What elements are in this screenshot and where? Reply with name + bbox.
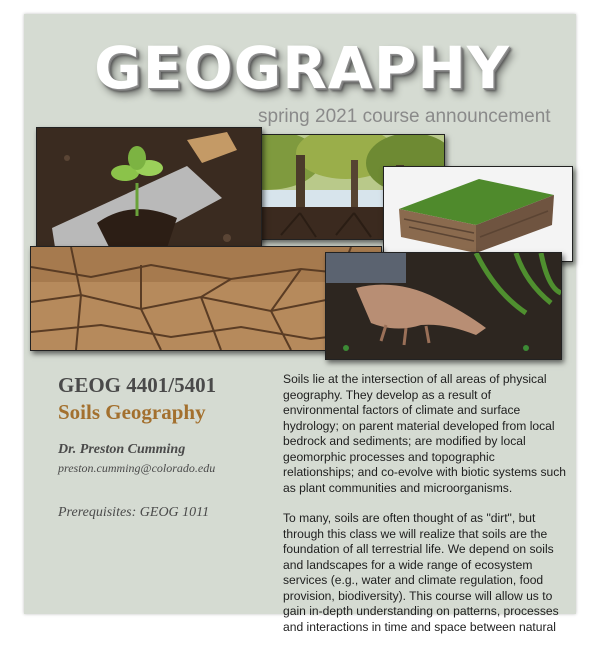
course-code: GEOG 4401/5401 [58, 373, 217, 397]
soil-block-photo [383, 166, 573, 262]
course-name: Soils Geography [58, 400, 206, 424]
description-paragraph-2: To many, soils are often thought of as "dirt", but through this class we will realize that soils are the foundation of all terrestrial life. We depend on soils and landscapes for a wide range of ecosystem services (e.g., water and climate regulation, food provision, biodiversity). This course will allow us to gain in-depth understanding on patterns, processes and interactions in time and space between natural [283, 511, 559, 634]
description-paragraph-1: Soils lie at the intersection of all areas of physical geography. They develop as a result of environmental factors of climate and surface hydrology; on parent material developed from local bedrock and sediments; are modified by local geomorphic processes and topographic relationships; and co-evolve with biotic systems such as plant communities and microorganisms. [283, 372, 566, 495]
announcement-subtitle: spring 2021 course announcement [258, 106, 551, 127]
hand-on-soil-photo [325, 252, 562, 360]
shovel-seedling-photo [36, 127, 262, 264]
instructor-name: Dr. Preston Cumming [58, 442, 186, 457]
prerequisites: Prerequisites: GEOG 1011 [58, 505, 210, 520]
course-description [283, 372, 569, 650]
page-title: GEOGRAPHY [94, 34, 510, 102]
instructor-email: preston.cumming@colorado.edu [58, 461, 216, 475]
